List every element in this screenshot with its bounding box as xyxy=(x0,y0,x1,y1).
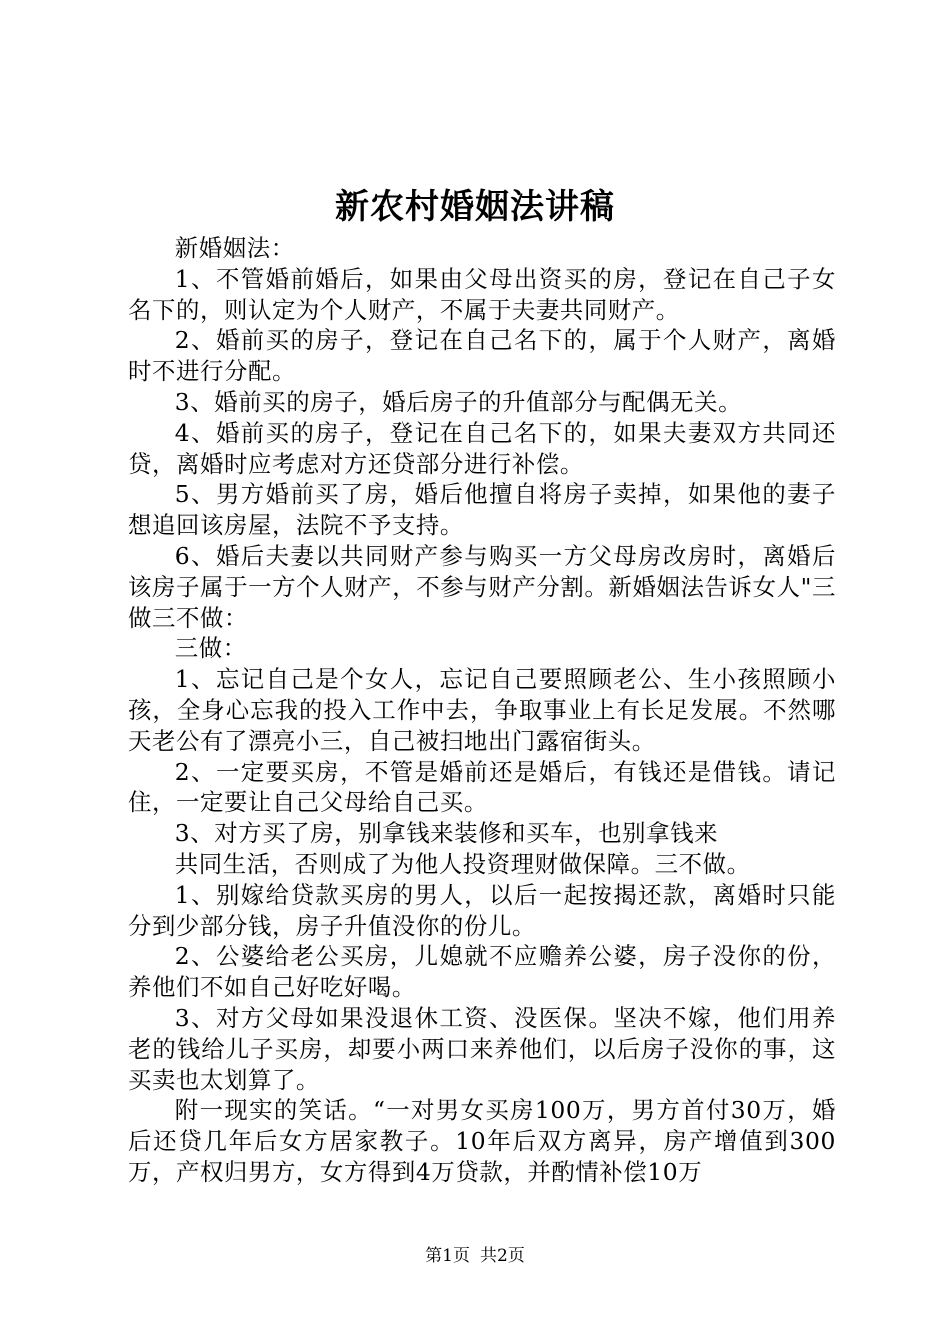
page-footer xyxy=(0,1244,950,1268)
page-number: 第1页 xyxy=(425,1246,470,1266)
paragraph: 1、忘记自己是个女人，忘记自己要照顾老公、生小孩照顾小孩，全身心忘我的投入工作中去，争取事业上有长足发展。不然哪天老公有了漂亮小三，自己被扫地出门露宿街头。 xyxy=(128,665,836,755)
document-body xyxy=(128,233,836,1188)
paragraph: 3、对方父母如果没退休工资、没医保。坚决不嫁，他们用养老的钱给儿子买房，却要小两口来养他们，以后房子没你的事，这买卖也太划算了。 xyxy=(128,1003,836,1094)
paragraph: 3、婚前买的房子，婚后房子的升值部分与配偶无关。 xyxy=(174,387,743,416)
paragraph: 6、婚后夫妻以共同财产参与购买一方父母房改房时，离婚后该房子属于一方个人财产，不参与财产分割。新婚姻法告诉女人"三做三不做： xyxy=(128,541,836,632)
paragraph: 附一现实的笑话。“一对男女买房100万，男方首付30万，婚后还贷几年后女方居家教子。10年后双方离异，房产增值到300万，产权归男方，女方得到4万贷款，并酌情补偿10万 xyxy=(128,1096,836,1186)
paragraph: 2、婚前买的房子，登记在自己名下的，属于个人财产，离婚时不进行分配。 xyxy=(128,326,836,386)
paragraph: 三做： xyxy=(174,634,247,663)
document-title: 新农村婚姻法讲稿 xyxy=(335,187,615,227)
paragraph: 2、公婆给老公买房，儿媳就不应赡养公婆，房子没你的份，养他们不如自己好吃好喝。 xyxy=(128,942,836,1002)
paragraph: 1、不管婚前婚后，如果由父母出资买的房，登记在自己子女名下的，则认定为个人财产，不属于夫妻共同财产。 xyxy=(128,264,836,324)
paragraph: 2、一定要买房，不管是婚前还是婚后，有钱还是借钱。请记住，一定要让自己父母给自己买。 xyxy=(128,757,836,817)
paragraph: 新婚姻法： xyxy=(174,234,295,262)
page-total: 共2页 xyxy=(480,1246,525,1266)
paragraph: 5、男方婚前买了房，婚后他擅自将房子卖掉，如果他的妻子想追回该房屋，法院不予支持。 xyxy=(128,480,836,540)
paragraph: 1、别嫁给贷款买房的男人，以后一起按揭还款，离婚时只能分到少部分钱，房子升值没你的份儿。 xyxy=(128,880,836,940)
paragraph: 4、婚前买的房子，登记在自己名下的，如果夫妻双方共同还贷，离婚时应考虑对方还贷部分进行补偿。 xyxy=(128,418,836,478)
paragraph: 共同生活，否则成了为他人投资理财做保障。三不做。 xyxy=(174,849,751,878)
paragraph: 3、对方买了房，别拿钱来装修和买车，也别拿钱来 xyxy=(174,819,719,848)
